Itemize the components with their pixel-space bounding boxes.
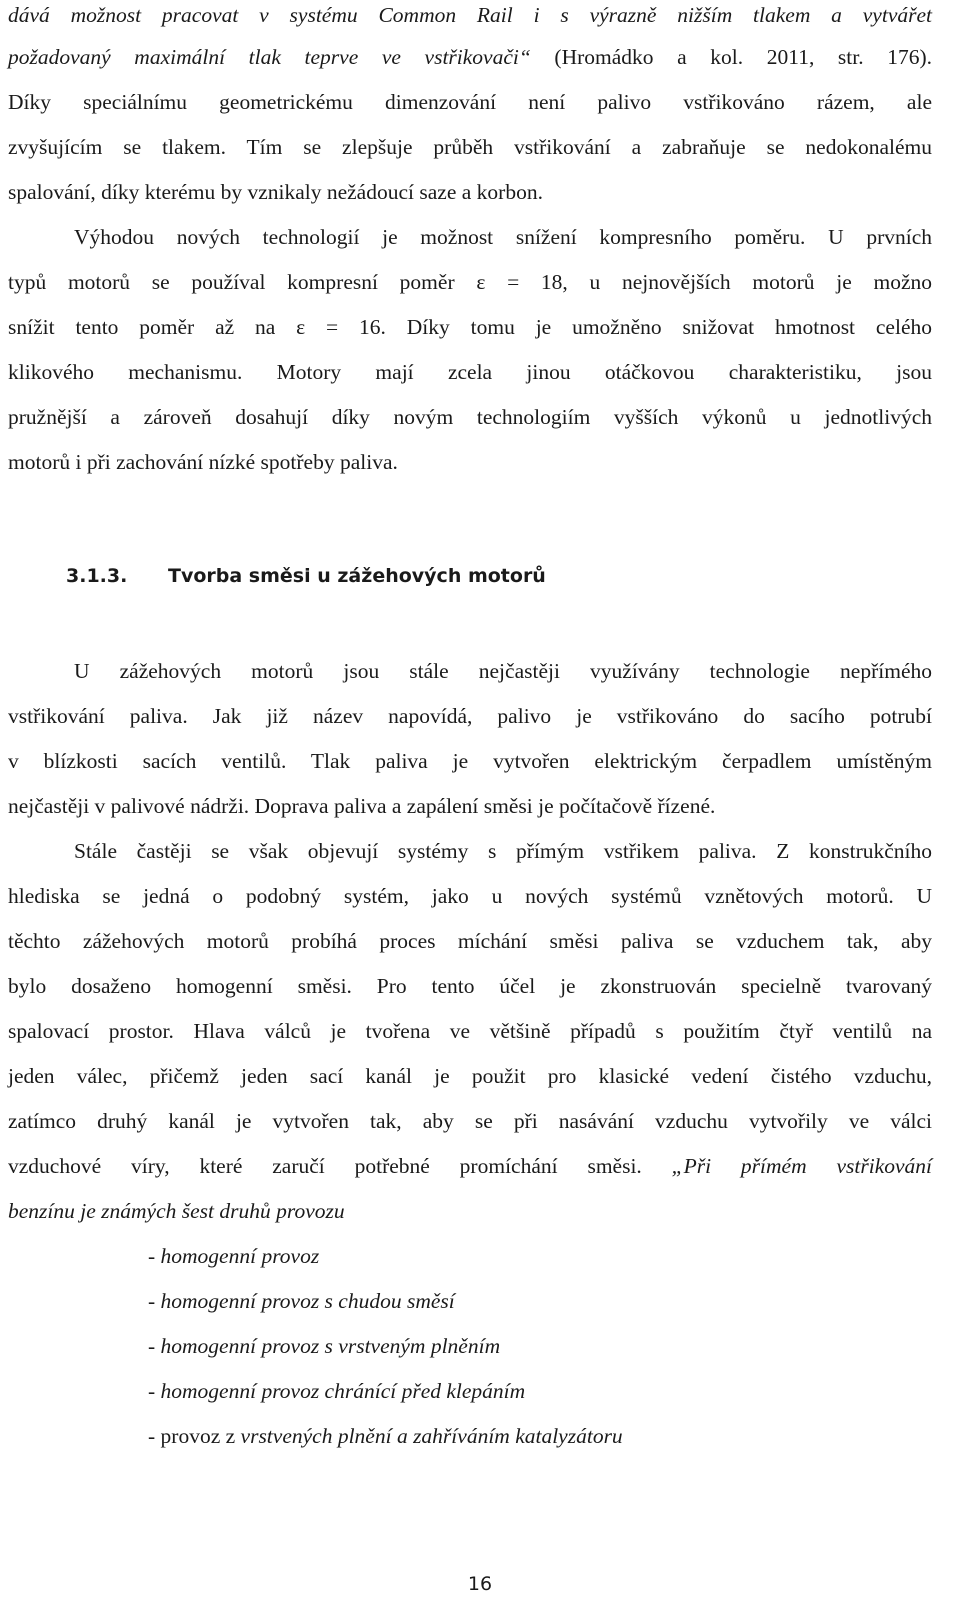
list-item-text: - provoz z — [148, 1424, 241, 1448]
paragraph-line: zatímco druhý kanál je vytvořen tak, aby se při nasávání vzduchu vytvořily ve válci — [8, 1109, 932, 1133]
citation: (Hromádko a kol. 2011, str. 176). — [530, 45, 933, 69]
paragraph-line: snížit tento poměr až na ε = 16. Díky tomu je umožněno snižovat hmotnost celého — [8, 315, 932, 339]
paragraph-line: typů motorů se používal kompresní poměr ε = 18, u nejnovějších motorů je možno — [8, 270, 932, 294]
paragraph-line: klikového mechanismu. Motory mají zcela jinou otáčkovou charakteristiku, jsou — [8, 360, 932, 384]
paragraph-line: hlediska se jedná o podobný systém, jako u nových systémů vznětových motorů. U — [8, 884, 932, 908]
paragraph-line: v blízkosti sacích ventilů. Tlak paliva je vytvořen elektrickým čerpadlem umístěným — [8, 749, 932, 773]
paragraph-line: jeden válec, přičemž jeden sací kanál je použit pro klasické vedení čistého vzduchu, — [8, 1064, 932, 1088]
paragraph-line: vstřikování paliva. Jak již název napovídá, palivo je vstřikováno do sacího potrubí — [8, 704, 932, 728]
paragraph-line: spalování, díky kterému by vznikaly nežádoucí saze a korbon. — [8, 180, 543, 204]
quote-text: dává možnost pracovat v systému Common Rail i s výrazně nižším tlakem a vytvářet — [8, 3, 932, 27]
paragraph-line: Výhodou nových technologií je možnost snížení kompresního poměru. U prvních — [74, 225, 932, 249]
list-item — [148, 1376, 525, 1406]
paragraph-line: nejčastěji v palivové nádrži. Doprava paliva a zapálení směsi je počítačově řízené. — [8, 794, 716, 818]
quote-text: „Při přímém vstřikování — [671, 1154, 933, 1178]
paragraph-line — [8, 42, 932, 72]
page-number: 16 — [467, 1573, 493, 1595]
paragraph-text: vzduchové víry, které zaručí potřebné promíchání směsi. — [8, 1154, 672, 1178]
section-heading — [66, 561, 546, 591]
paragraph-line: U zážehových motorů jsou stále nejčastěji využívány technologie nepřímého — [74, 659, 932, 683]
list-item — [148, 1241, 319, 1271]
paragraph-line: motorů i při zachování nízké spotřeby paliva. — [8, 450, 398, 474]
list-item-text: - homogenní provoz s chudou směsí — [148, 1289, 455, 1313]
paragraph-line — [8, 1151, 932, 1181]
paragraph-line: těchto zážehových motorů probíhá proces míchání směsi paliva se vzduchem tak, aby — [8, 929, 932, 953]
paragraph-line: spalovací prostor. Hlava válců je tvořena ve většině případů s použitím čtyř ventilů na — [8, 1019, 932, 1043]
paragraph-line: Stále častěji se však objevují systémy s přímým vstřikem paliva. Z konstrukčního — [74, 839, 932, 863]
paragraph-line: zvyšujícím se tlakem. Tím se zlepšuje průběh vstřikování a zabraňuje se nedokonalému — [8, 135, 932, 159]
paragraph-line: bylo dosaženo homogenní směsi. Pro tento účel je zkonstruován specielně tvarovaný — [8, 974, 932, 998]
list-item — [148, 1331, 500, 1361]
list-item-text: - homogenní provoz s vrstveným plněním — [148, 1334, 501, 1358]
paragraph-line: Díky speciálnímu geometrickému dimenzování není palivo vstřikováno rázem, ale — [8, 90, 932, 114]
list-item-text: vrstvených plnění a zahříváním katalyzátoru — [240, 1424, 623, 1448]
paragraph-line — [8, 0, 932, 30]
section-number: 3.1.3. — [66, 565, 128, 587]
paragraph-line: pružnější a zároveň dosahují díky novým technologiím vyšších výkonů u jednotlivých — [8, 405, 932, 429]
list-item-text: - homogenní provoz — [148, 1244, 320, 1268]
list-item — [148, 1421, 623, 1451]
section-title: Tvorba směsi u zážehových motorů — [168, 565, 546, 587]
list-item — [148, 1286, 455, 1316]
list-item-text: - homogenní provoz chránící před klepáním — [148, 1379, 526, 1403]
paragraph-line: benzínu je známých šest druhů provozu — [8, 1199, 345, 1223]
quote-text: požadovaný maximální tlak teprve ve vstřikovači“ — [8, 45, 531, 69]
